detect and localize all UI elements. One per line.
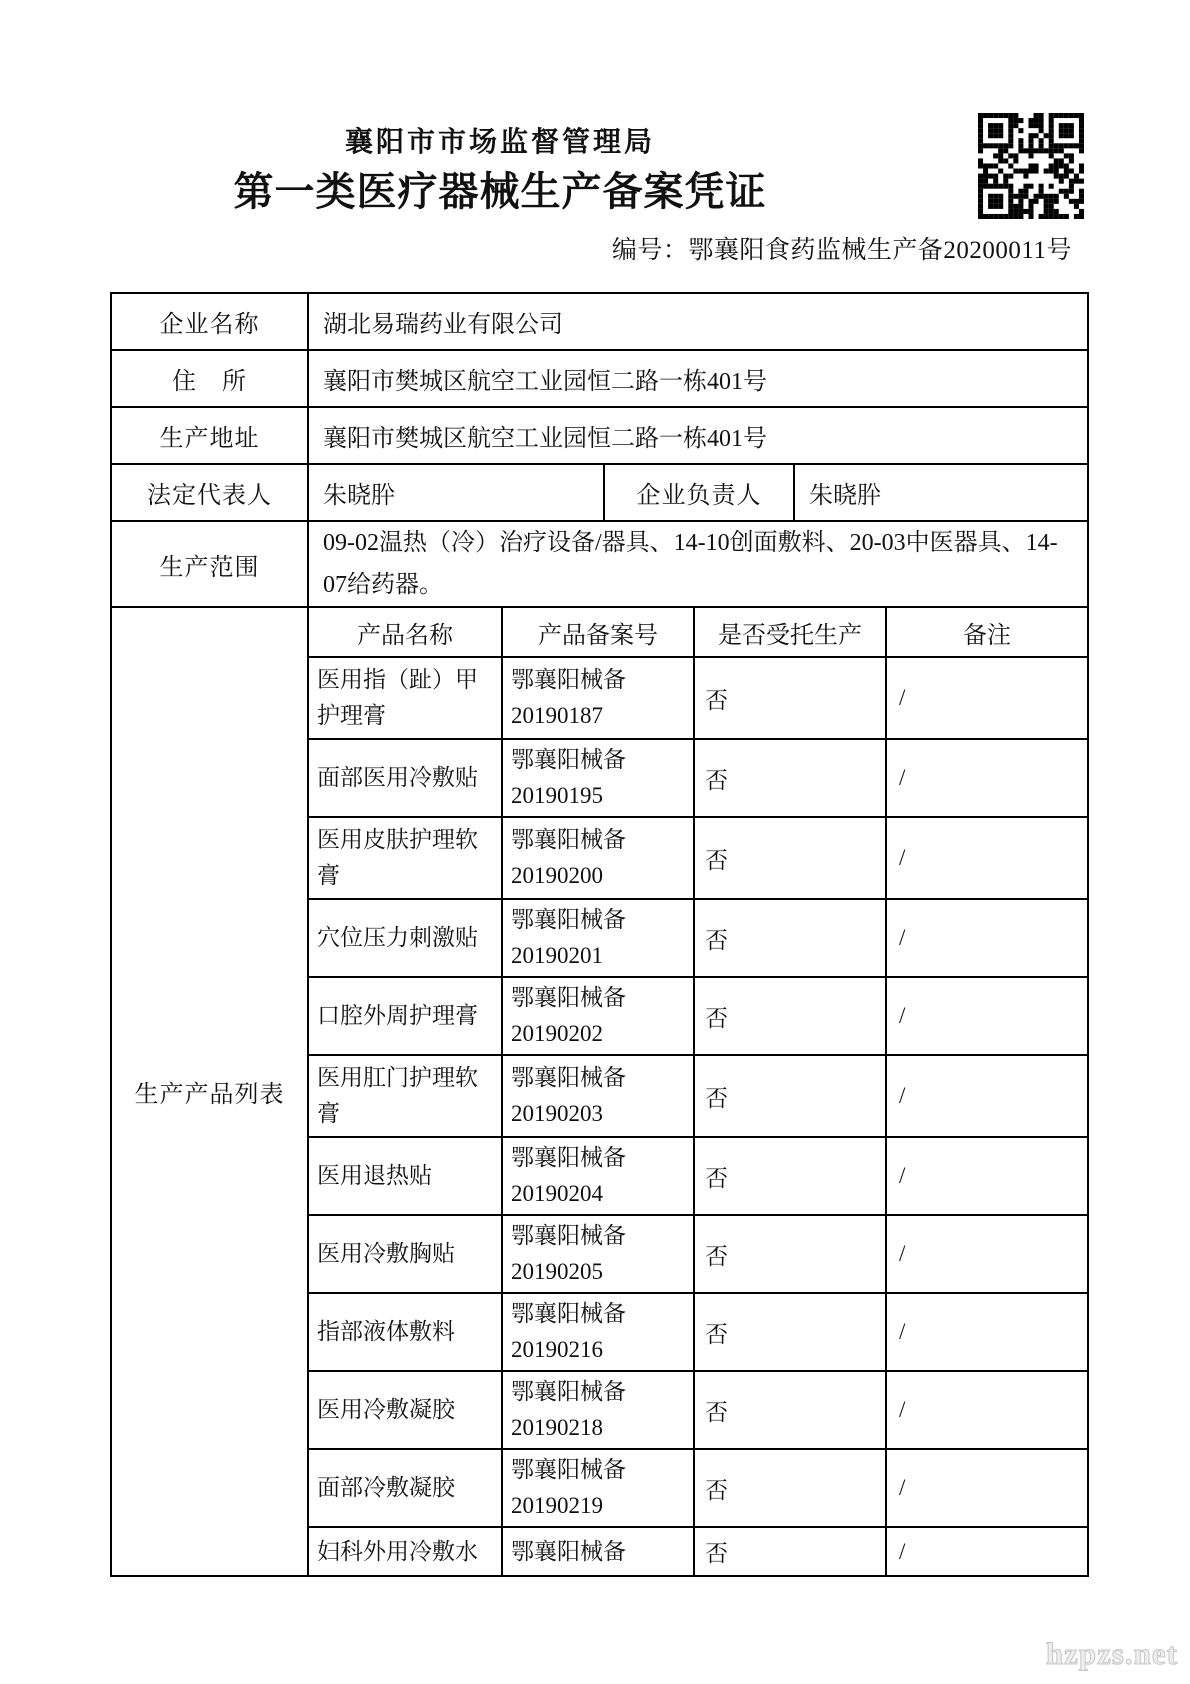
product-registration-number (503, 900, 695, 976)
product-name (309, 1450, 503, 1526)
product-note: / (899, 1319, 906, 1344)
registration-digits: 20190187 (511, 703, 603, 728)
product-row (309, 1294, 1087, 1372)
product-row (309, 740, 1087, 818)
column-header-note: 备注 (963, 622, 1011, 649)
field-value: 襄阳市樊城区航空工业园恒二路一栋401号 (323, 426, 767, 452)
product-name (309, 1056, 503, 1136)
site-watermark: hzpzs.net (1045, 1636, 1178, 1671)
product-name-text: 面部冷敷凝胶 (317, 1475, 455, 1500)
product-oem-flag: 否 (695, 1056, 887, 1136)
field-label: 生产地址 (112, 408, 309, 463)
registration-prefix: 鄂襄阳械备 (511, 1379, 626, 1404)
registration-prefix: 鄂襄阳械备 (511, 1457, 626, 1482)
product-name (309, 740, 503, 816)
registration-prefix: 鄂襄阳械备 (511, 667, 626, 692)
certificate-table (110, 292, 1089, 1577)
product-note: / (899, 1241, 906, 1266)
product-oem-flag: 否 (695, 1450, 887, 1526)
products-rows (309, 658, 1087, 1575)
info-row (112, 294, 1087, 351)
product-note: / (899, 925, 906, 950)
product-registration-number (503, 1450, 695, 1526)
field-value: 湖北易瑞药业有限公司 (323, 312, 563, 338)
product-row (309, 1138, 1087, 1216)
product-note: / (899, 1003, 906, 1028)
company-head-value: 朱晓肸 (809, 483, 881, 509)
product-note: / (899, 1538, 906, 1564)
product-registration-number (503, 818, 695, 898)
product-registration-number (503, 1372, 695, 1448)
product-registration-number (503, 1528, 695, 1575)
representative-row (112, 465, 1087, 522)
product-row (309, 1372, 1087, 1450)
product-oem-flag: 否 (695, 1294, 887, 1370)
product-name (309, 818, 503, 898)
product-row (309, 818, 1087, 900)
product-row (309, 1528, 1087, 1575)
products-header-row (309, 608, 1087, 658)
registration-digits: 20190201 (511, 943, 603, 968)
company-info-rows (112, 294, 1087, 465)
product-name-text: 医用冷敷凝胶 (317, 1397, 455, 1422)
qr-code (978, 113, 1084, 219)
product-registration-number (503, 1138, 695, 1214)
product-note: / (899, 845, 906, 870)
product-name (309, 978, 503, 1054)
product-name-text: 穴位压力刺激贴 (317, 925, 478, 950)
product-registration-number (503, 740, 695, 816)
registration-prefix: 鄂襄阳械备 (511, 1538, 626, 1564)
product-name-text: 医用冷敷胸贴 (317, 1241, 455, 1266)
legal-representative-label: 法定代表人 (112, 465, 309, 520)
registration-digits: 20190205 (511, 1259, 603, 1284)
registration-digits: 20190195 (511, 783, 603, 808)
field-label: 企业名称 (112, 294, 309, 349)
product-oem-flag: 否 (695, 1528, 887, 1575)
registration-prefix: 鄂襄阳械备 (511, 1223, 626, 1248)
registration-prefix: 鄂襄阳械备 (511, 747, 626, 772)
product-name-text: 口腔外周护理膏 (317, 1003, 478, 1028)
product-name-text: 指部液体敷料 (317, 1319, 455, 1344)
issuing-authority: 襄阳市市场监督管理局 (344, 127, 655, 158)
product-oem-flag: 否 (695, 740, 887, 816)
registration-prefix: 鄂襄阳械备 (511, 827, 626, 852)
product-name-text: 面部医用冷敷贴 (317, 765, 478, 790)
product-oem-flag: 否 (695, 1138, 887, 1214)
legal-representative-value: 朱晓肸 (309, 465, 605, 520)
product-name (309, 1528, 503, 1575)
product-note: / (899, 765, 906, 790)
product-name (309, 658, 503, 738)
product-name-text: 医用指（趾）甲护理膏 (317, 667, 478, 728)
product-row (309, 978, 1087, 1056)
product-oem-flag: 否 (695, 658, 887, 738)
products-section (112, 608, 1087, 1575)
product-oem-flag: 否 (695, 978, 887, 1054)
registration-prefix: 鄂襄阳械备 (511, 985, 626, 1010)
registration-prefix: 鄂襄阳械备 (511, 1145, 626, 1170)
product-name-text: 妇科外用冷敷水 (317, 1538, 478, 1564)
column-header-oem: 是否受托生产 (695, 608, 887, 656)
product-row (309, 900, 1087, 978)
registration-prefix: 鄂襄阳械备 (511, 1301, 626, 1326)
product-note: / (899, 1083, 906, 1108)
production-scope-row (112, 522, 1087, 608)
product-name (309, 900, 503, 976)
product-registration-number (503, 658, 695, 738)
registration-prefix: 鄂襄阳械备 (511, 1065, 626, 1090)
field-label: 住 所 (112, 351, 309, 406)
product-registration-number (503, 1216, 695, 1292)
registration-digits: 20190204 (511, 1181, 603, 1206)
product-note: / (899, 1163, 906, 1188)
products-section-label: 生产产品列表 (112, 608, 309, 1575)
product-name-text: 医用肛门护理软膏 (317, 1065, 478, 1126)
certificate-number: 编号：鄂襄阳食药监械生产备20200011号 (611, 237, 1072, 264)
product-name (309, 1216, 503, 1292)
product-registration-number (503, 978, 695, 1054)
product-row (309, 1056, 1087, 1138)
column-header-registration-number: 产品备案号 (503, 608, 695, 656)
product-name (309, 1138, 503, 1214)
registration-digits: 20190200 (511, 863, 603, 888)
product-note: / (899, 685, 906, 710)
product-note: / (899, 1475, 906, 1500)
production-scope-label: 生产范围 (112, 522, 309, 606)
company-head-label: 企业负责人 (605, 465, 795, 520)
info-row (112, 351, 1087, 408)
product-row (309, 658, 1087, 740)
registration-digits: 20190203 (511, 1101, 603, 1126)
product-note: / (899, 1397, 906, 1422)
document-title: 第一类医疗器械生产备案凭证 (233, 169, 767, 214)
info-row (112, 408, 1087, 465)
field-value: 襄阳市樊城区航空工业园恒二路一栋401号 (323, 369, 767, 395)
registration-digits: 20190219 (511, 1493, 603, 1518)
product-oem-flag: 否 (695, 1372, 887, 1448)
registration-digits: 20190202 (511, 1021, 603, 1046)
column-header-product-name: 产品名称 (309, 608, 503, 656)
product-registration-number (503, 1056, 695, 1136)
registration-prefix: 鄂襄阳械备 (511, 907, 626, 932)
product-oem-flag: 否 (695, 900, 887, 976)
product-name (309, 1294, 503, 1370)
product-name-text: 医用皮肤护理软膏 (317, 827, 478, 888)
production-scope-value: 09-02温热（冷）治疗设备/器具、14-10创面敷料、20-03中医器具、14-07给药器。 (323, 530, 1058, 598)
registration-digits: 20190216 (511, 1337, 603, 1362)
products-table (309, 608, 1087, 1575)
product-row (309, 1216, 1087, 1294)
product-name (309, 1372, 503, 1448)
product-oem-flag: 否 (695, 818, 887, 898)
product-name-text: 医用退热贴 (317, 1163, 432, 1188)
product-row (309, 1450, 1087, 1528)
product-registration-number (503, 1294, 695, 1370)
product-oem-flag: 否 (695, 1216, 887, 1292)
registration-digits: 20190218 (511, 1415, 603, 1440)
